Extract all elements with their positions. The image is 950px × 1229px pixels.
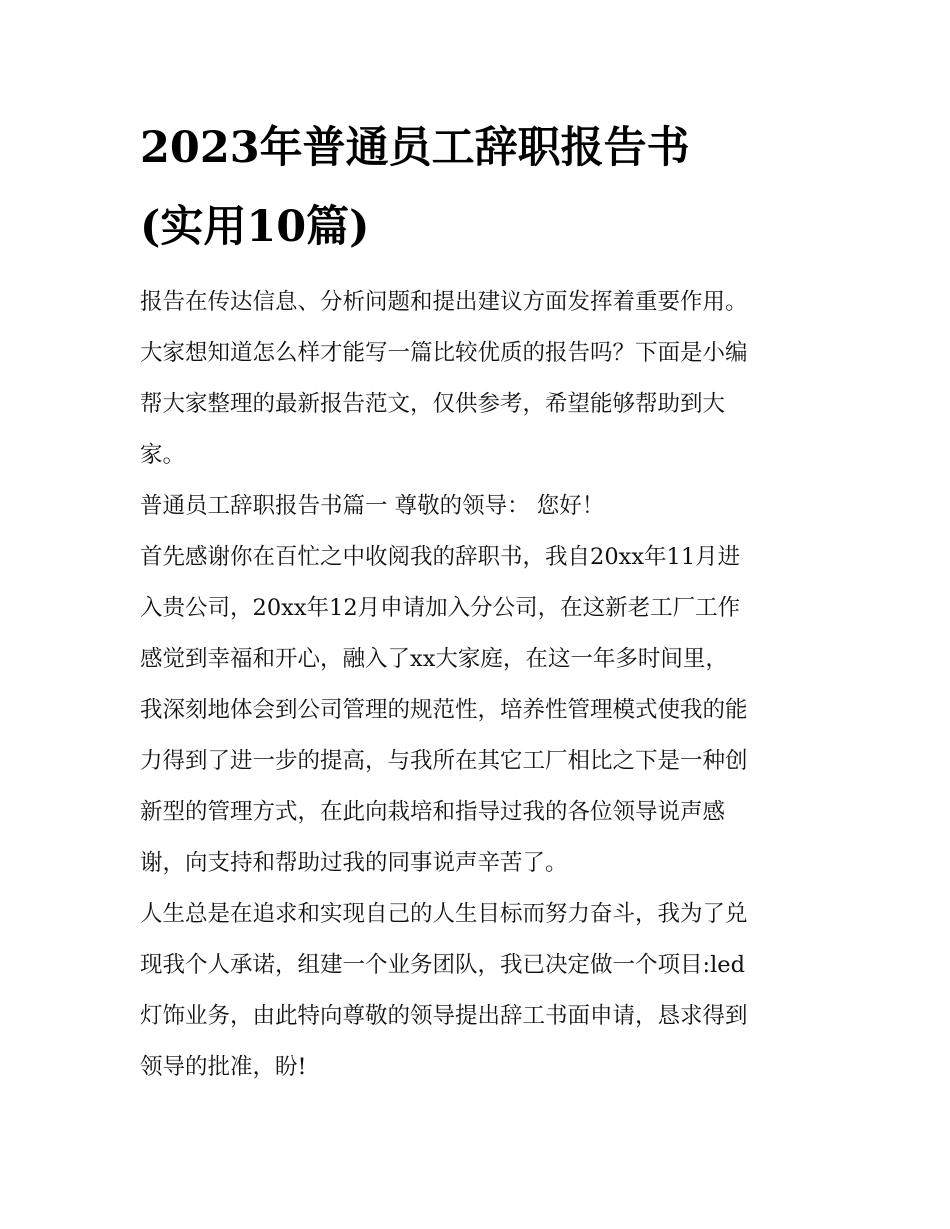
body-line: 报告在传达信息、分析问题和提出建议方面发挥着重要作用。 (140, 289, 748, 315)
document-title-line-2: (实用10篇) (140, 202, 370, 252)
body-line: 入贵公司，20xx年12月申请加入分公司，在这新老工厂工作 (140, 595, 741, 621)
body-line: 灯饰业务，由此特向尊敬的领导提出辞工书面申请，恳求得到 (140, 1003, 748, 1029)
body-line: 普通员工辞职报告书篇一 尊敬的领导： 您好！ (140, 493, 605, 519)
body-line: 帮大家整理的最新报告范文，仅供参考，希望能够帮助到大 (140, 391, 726, 417)
document-body (140, 277, 830, 1093)
body-line: 首先感谢你在百忙之中收阅我的辞职书，我自20xx年11月进 (140, 544, 741, 570)
body-line: 领导的批准，盼! (140, 1054, 307, 1080)
body-line: 家。 (140, 442, 186, 468)
body-line: 新型的管理方式，在此向栽培和指导过我的各位领导说声感 (140, 799, 726, 825)
body-line: 谢，向支持和帮助过我的同事说声辛苦了。 (140, 850, 568, 876)
body-line: 力得到了进一步的提高，与我所在其它工厂相比之下是一种创 (140, 748, 748, 774)
body-line: 我深刻地体会到公司管理的规范性，培养性管理模式使我的能 (140, 697, 748, 723)
body-line: 现我个人承诺，组建一个业务团队，我已决定做一个项目:led (140, 952, 745, 978)
document-title-line-1: 2023年普通员工辞职报告书 (140, 123, 690, 173)
body-line: 大家想知道怎么样才能写一篇比较优质的报告吗？下面是小编 (140, 340, 748, 366)
body-line: 人生总是在追求和实现自己的人生目标而努力奋斗，我为了兑 (140, 901, 748, 927)
body-line: 感觉到幸福和开心，融入了xx大家庭，在这一年多时间里， (140, 646, 728, 672)
